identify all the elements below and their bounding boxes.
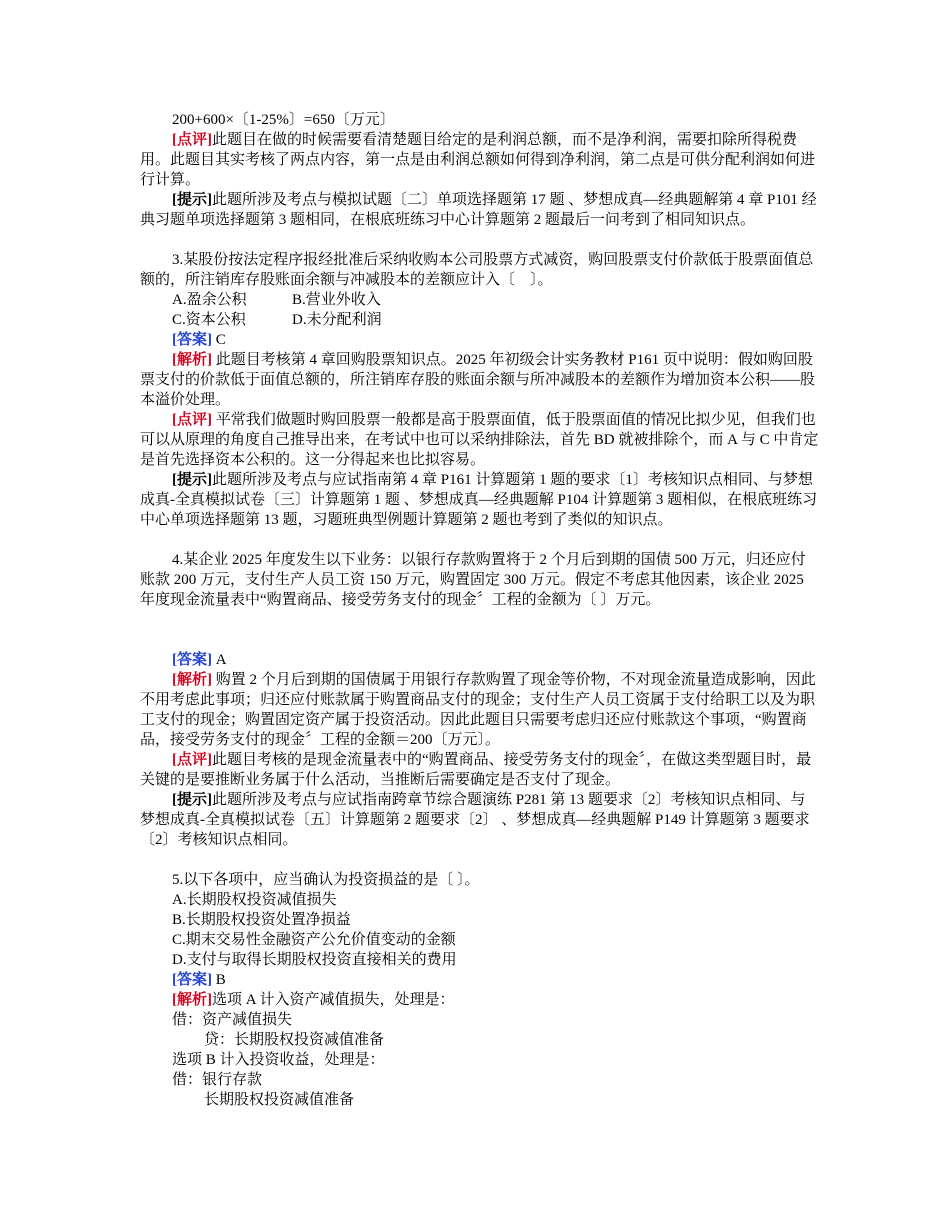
analysis-tag: [解析] — [172, 352, 212, 368]
answer-value: B — [212, 972, 226, 988]
comment-tag: [点评] — [172, 412, 212, 428]
hint-paragraph — [140, 470, 820, 530]
option-d: D.未分配利润 — [292, 312, 382, 328]
comment-paragraph — [140, 750, 820, 790]
hint-text: 此题所涉及考点与应试指南跨章节综合题演练 P281 第 13 题要求〔2〕考核知识点相同、与梦想成真-全真模拟试卷〔五〕计算题第 2 题要求〔2〕 、梦想成真—经典题解 P149 计算题第 3 题要求〔2〕考核知识点相同。 — [140, 792, 810, 848]
analysis-line-2: 选项 B 计入投资收益，处理是： — [172, 1052, 385, 1068]
question-5: 5.以下各项中，应当确认为投资损益的是〔 〕。 — [172, 872, 480, 888]
spacer — [140, 230, 820, 250]
answer-line — [140, 330, 820, 350]
option-d: D.支付与取得长期股权投资直接相关的费用 — [172, 952, 457, 968]
hint-paragraph — [140, 790, 820, 850]
hint-paragraph — [140, 190, 820, 230]
answer-tag: [答案] — [172, 332, 212, 348]
formula-line: 200+600×〔1-25%〕=650〔万元〕 — [172, 112, 395, 128]
comment-text: 此题目在做的时候需要看清楚题目给定的是利润总额，而不是净利润，需要扣除所得税费用。此题目其实考核了两点内容，第一点是由利润总额如何得到净利润，第二点是可供分配利润如何进行计算。 — [140, 132, 816, 188]
analysis-paragraph — [140, 350, 820, 410]
question-4: 4.某企业 2025 年度发生以下业务：以银行存款购置将于 2 个月后到期的国债 500 万元，归还应付账款 200 万元，支付生产人员工资 150 万元，购置固定 300 万元。假定不考虑其他因素，该企业 2025 年度现金流量表中“购置商品、接受劳务支付的现金〞工程的金额为〔 〕万元。 — [140, 552, 806, 608]
hint-text: 此题所涉及考点与模拟试题〔二〕单项选择题第 17 题 、梦想成真—经典题解第 4 章 P101 经典习题单项选择题第 3 题相同，在根底班练习中心计算题第 2 题最后一问考到了相同知识点。 — [140, 192, 817, 228]
journal-credit-line: 贷：长期股权投资减值准备 — [204, 1032, 385, 1048]
question-3-options-row-1 — [140, 290, 820, 310]
analysis-paragraph — [140, 670, 820, 750]
comment-text: 平常我们做题时购回股票一般都是高于股票面值，低于股票面值的情况比拟少见，但我们也可以从原理的角度自己推导出来，在考试中也可以采纳排除法，首先 BD 就被排除个，而 A 与 C 中肯定是首先选择资本公积的。这一分得起来也比拟容易。 — [140, 412, 819, 468]
comment-paragraph — [140, 410, 820, 470]
question-3-options-row-2 — [140, 310, 820, 330]
analysis-text: 选项 A 计入资产减值损失，处理是： — [212, 992, 455, 1008]
answer-line — [140, 970, 820, 990]
spacer — [140, 610, 820, 650]
spacer — [140, 530, 820, 550]
option-c: C.期末交易性金融资产公允价值变动的金额 — [172, 932, 456, 948]
answer-line — [140, 650, 820, 670]
hint-tag: [提示] — [172, 472, 212, 488]
question-3: 3.某股份按法定程序报经批准后采纳收购本公司股票方式减资，购回股票支付价款低于股票面值总额的，所注销库存股账面余额与冲减股本的差额应计入〔 〕。 — [140, 252, 814, 288]
analysis-text: 购置 2 个月后到期的国债属于用银行存款购置了现金等价物，不对现金流量造成影响，因此不用考虑此事项；归还应付账款属于购置商品支付的现金；支付生产人员工资属于支付给职工以及为职工支付的现金；购置固定资产属于投资活动。因此此题目只需要考虑归还应付账款这个事项，“购置商品，接受劳务支付的现金〞工程的金额＝200〔万元〕。 — [140, 672, 816, 748]
analysis-text: 此题目考核第 4 章回购股票知识点。2025 年初级会计实务教材 P161 页中说明：假如购回股票支付的价款低于面值总额的，所注销库存股的账面余额与所冲减股本的差额作为增加资本公积——股本溢价处理。 — [140, 352, 816, 408]
spacer — [140, 850, 820, 870]
comment-tag: [点评] — [172, 132, 212, 148]
option-a: A.长期股权投资减值损失 — [172, 892, 337, 908]
answer-value: C — [212, 332, 226, 348]
answer-value: A — [212, 652, 227, 668]
answer-tag: [答案] — [172, 972, 212, 988]
journal-debit-line: 借：资产减值损失 — [172, 1012, 293, 1028]
option-b: B.营业外收入 — [292, 292, 381, 308]
journal-debit-line: 借：银行存款 — [172, 1072, 263, 1088]
hint-tag: [提示] — [172, 792, 212, 808]
option-b: B.长期股权投资处置净损益 — [172, 912, 351, 928]
journal-debit-line-2: 长期股权投资减值准备 — [204, 1092, 355, 1108]
hint-tag: [提示] — [172, 192, 212, 208]
document-page — [140, 110, 820, 1110]
analysis-tag: [解析] — [172, 992, 212, 1008]
answer-tag: [答案] — [172, 652, 212, 668]
hint-text: 此题所涉及考点与应试指南第 4 章 P161 计算题第 1 题的要求〔1〕考核知识点相同、与梦想成真-全真模拟试卷〔三〕计算题第 1 题 、梦想成真—经典题解 P104 计算题第 3 题相似，在根底班练习中心单项选择题第 13 题，习题班典型例题计算题第 2 题也考到了类似的知识点。 — [140, 472, 818, 528]
analysis-line — [140, 990, 820, 1010]
comment-tag: [点评] — [172, 752, 212, 768]
option-a: A.盈余公积 — [172, 292, 247, 308]
analysis-tag: [解析] — [172, 672, 212, 688]
comment-paragraph — [140, 130, 820, 190]
option-c: C.资本公积 — [172, 312, 246, 328]
comment-text: 此题目考核的是现金流量表中的“购置商品、接受劳务支付的现金〞，在做这类型题目时，最关键的是要推断业务属于什么活动，当推断后需要确定是否支付了现金。 — [140, 752, 812, 788]
